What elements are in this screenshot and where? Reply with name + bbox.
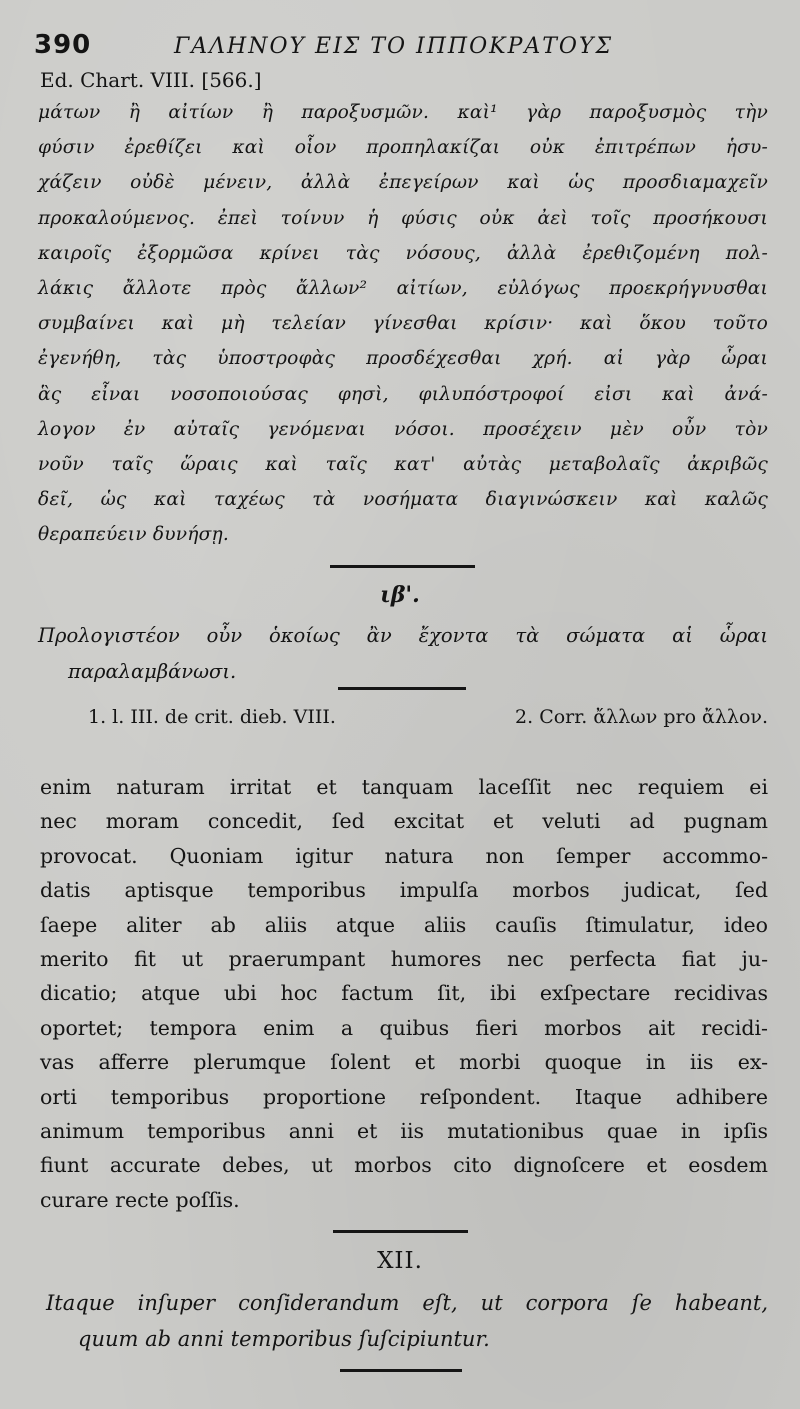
greek-line: δεῖ, ὡς καὶ ταχέως τὰ νοσήματα διαγινώσκειν καὶ καλῶς bbox=[38, 489, 768, 511]
greek-line: φύσιν ἐρεθίζει καὶ οἷον προπηλακίζαι οὐκ ἐπιτρέπων ἡσυ- bbox=[38, 137, 768, 159]
greek-section-heading bbox=[38, 618, 768, 690]
greek-text-block bbox=[38, 95, 768, 552]
latin-line: vas afferre plerumque ſolent et morbi quoque in iis ex- bbox=[40, 1050, 768, 1075]
footnote-2: 2. Corr. ἄλλων pro ἄλλον. bbox=[515, 706, 768, 728]
greek-line: χάζειν οὐδὲ μένειν, ἀλλὰ ἐπεγείρων καὶ ὡς προσδιαμαχεῖν bbox=[38, 172, 768, 194]
greek-heading-line: Προλογιστέον οὖν ὁκοίως ἂν ἔχοντα τὰ σώματα αἱ ὧραι bbox=[38, 624, 768, 647]
page-number: 390 bbox=[34, 30, 92, 60]
latin-section-number: XII. bbox=[377, 1248, 423, 1274]
latin-line: merito fit ut praerumpant humores nec perfecta fiat ju- bbox=[40, 946, 768, 971]
greek-line: ἐγενήθη, τὰς ὑποστροφὰς προσδέχεσθαι χρή. αἱ γὰρ ὧραι bbox=[38, 348, 768, 370]
edition-reference: Ed. Chart. VIII. [566.] bbox=[40, 68, 262, 92]
section-divider bbox=[340, 1369, 462, 1372]
greek-line: ἃς εἶναι νοσοποιούσας φησὶ, φιλυπόστροφοί εἰσι καὶ ἀνά- bbox=[38, 383, 768, 405]
latin-line: nec moram concedit, ſed excitat et veluti ad pugnam bbox=[40, 809, 768, 834]
latin-line: ſaepe aliter ab aliis atque aliis cauſis ſtimulatur, ideo bbox=[40, 912, 768, 937]
section-divider bbox=[333, 1230, 468, 1233]
greek-line: μάτων ἢ αἰτίων ἢ παροξυσμῶν. καὶ¹ γὰρ παροξυσμὸς τὴν bbox=[38, 102, 768, 123]
running-head: ΓΑΛΗΝΟΥ ΕΙΣ ΤΟ ΙΠΠΟΚΡΑΤΟΥΣ bbox=[174, 34, 614, 59]
latin-heading-line: Itaque inſuper conſiderandum eſt, ut corpora ſe habeant, bbox=[46, 1291, 768, 1315]
footnote-divider bbox=[338, 687, 466, 690]
latin-line: orti temporibus proportione reſpondent. Itaque adhibere bbox=[40, 1084, 768, 1109]
latin-heading-line: quum ab anni temporibus ſuſcipiuntur. bbox=[78, 1327, 490, 1351]
footnote-1: 1. l. III. de crit. dieb. VIII. bbox=[88, 706, 336, 728]
section-divider bbox=[330, 565, 475, 568]
latin-line: animum temporibus anni et iis mutationibus quae in ipſis bbox=[40, 1118, 768, 1143]
latin-line: datis aptisque temporibus impulſa morbos judicat, ſed bbox=[40, 878, 768, 903]
greek-line: λάκις ἄλλοτε πρὸς ἄλλων² αἰτίων, εὐλόγως προεκρήγνυσθαι bbox=[38, 277, 768, 299]
greek-line: καιροῖς ἐξορμῶσα κρίνει τὰς νόσους, ἀλλὰ ἐρεθιζομένη πολ- bbox=[38, 242, 768, 264]
greek-line: θεραπεύειν δυνήσῃ. bbox=[38, 524, 229, 546]
latin-line: fiunt accurate debes, ut morbos cito dignoſcere et eosdem bbox=[40, 1153, 768, 1178]
greek-line: συμβαίνει καὶ μὴ τελείαν γίνεσθαι κρίσιν· καὶ ὅκου τοῦτο bbox=[38, 313, 768, 335]
greek-heading-line: παραλαμβάνωσι. bbox=[68, 660, 237, 683]
footnotes bbox=[88, 700, 768, 734]
page-header bbox=[34, 30, 770, 64]
greek-line: νοῦν ταῖς ὥραις καὶ ταῖς κατ' αὐτὰς μεταβολαῖς ἀκριβῶς bbox=[38, 453, 768, 475]
latin-text-block bbox=[40, 770, 768, 1217]
latin-line: oportet; tempora enim a quibus fieri morbos ait recidi- bbox=[40, 1015, 768, 1040]
latin-section-heading bbox=[46, 1285, 768, 1357]
latin-line: provocat. Quoniam igitur natura non ſemper accommo- bbox=[40, 843, 768, 868]
latin-line: curare recte poſſis. bbox=[40, 1187, 240, 1212]
greek-line: λογον ἐν αὐταῖς γενόμεναι νόσοι. προσέχειν μὲν οὖν τὸν bbox=[38, 418, 768, 440]
latin-line: enim naturam irritat et tanquam laceſſit nec requiem ei bbox=[40, 775, 768, 799]
greek-line: προκαλούμενος. ἐπεὶ τοίνυν ἡ φύσις οὐκ ἀεὶ τοῖς προσήκουσι bbox=[38, 207, 768, 229]
latin-line: dicatio; atque ubi hoc factum ſit, ibi exſpectare recidivas bbox=[40, 981, 768, 1006]
greek-section-number: ιβ'. bbox=[380, 582, 420, 608]
